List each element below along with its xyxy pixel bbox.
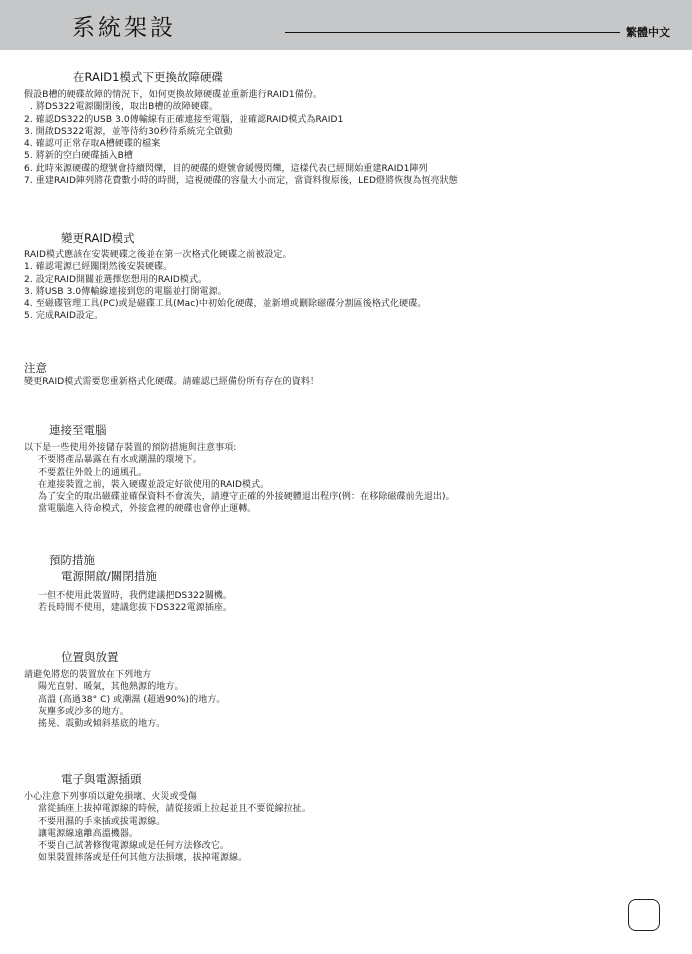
header-rule	[285, 32, 620, 33]
body-line: 當電腦進入待命模式，外接盒裡的硬碟也會停止運轉。	[38, 504, 257, 515]
section-change-raid-mode	[0, 231, 692, 323]
body-line: . 將DS322電源關閉後，取出B槽的故障硬碟。	[30, 102, 219, 113]
section-connect-computer	[0, 423, 692, 516]
body-line: 2. 確認DS322的USB 3.0傳輸線有正確連接至電腦，並確認RAID模式為RAID1	[24, 114, 344, 125]
body-line: 3. 將USB 3.0傳輸線連接到您的電腦並打開電源。	[24, 286, 227, 297]
section-precautions	[0, 553, 692, 615]
body-line: 2. 設定RAID開關並選擇您想用的RAID模式。	[24, 274, 208, 285]
section-body	[0, 89, 692, 187]
section-title: 預防措施	[49, 553, 95, 567]
page-header	[0, 0, 692, 50]
section-title: 注意	[24, 361, 47, 375]
body-line: 讓電源線遠離高溫機器。	[38, 828, 139, 839]
body-intro: 以下是一些使用外接儲存裝置的預防措施與注意事項:	[24, 443, 237, 453]
section-body	[0, 791, 692, 865]
body-line: 一但不使用此裝置時，我們建議把DS322關機。	[38, 591, 233, 601]
language-label: 繁體中文	[626, 26, 670, 39]
body-line: 陽光直射、暖氣，其他熱源的地方。	[38, 682, 184, 693]
body-intro: 請避免將您的裝置放在下列地方	[24, 670, 152, 680]
body-line: 7. 重建RAID陣列將花費數小時的時間，這視硬碟的容量大小而定，當資料復原後，LED燈將恢復為恆亮狀態	[24, 176, 458, 187]
section-placement	[0, 650, 692, 730]
section-body	[0, 669, 692, 730]
section-subtitle: 電源開啟/關閉措施	[61, 569, 157, 583]
page-number-box	[628, 899, 660, 931]
body-line: 不要自己試著修復電源線或是任何方法修改它。	[38, 841, 230, 852]
body-line: 灰塵多或沙多的地方。	[38, 706, 130, 717]
body-line: 如果裝置摔落或是任何其他方法損壞，拔掉電源線。	[38, 853, 248, 864]
body-line: 假設B槽的硬碟故障的情況下，如何更換故障硬碟並重新進行RAID1備份。	[24, 90, 323, 100]
section-title: 變更RAID模式	[61, 231, 135, 245]
section-title: 電子與電源插頭	[61, 772, 142, 786]
body-line: RAID模式應該在安裝硬碟之後並在第一次格式化硬碟之前被設定。	[24, 250, 292, 260]
page-title: 系統架設	[72, 15, 176, 41]
body-line: 高溫 (高過38° C) 或潮濕 (超過90%)的地方。	[38, 694, 226, 705]
body-line: 在連接裝置之前，裝入硬碟並設定好欲使用的RAID模式。	[38, 479, 270, 490]
section-body	[0, 249, 692, 323]
body-line: 為了安全的取出磁碟並確保資料不會流失，請遵守正確的外接硬體退出程序(例：在移除磁碟前先退出)。	[38, 492, 455, 503]
section-title: 在RAID1模式下更換故障硬碟	[73, 70, 223, 84]
section-title: 位置與放置	[61, 650, 119, 664]
body-intro: 小心注意下列事項以避免損壞、火災或受傷	[24, 792, 197, 802]
body-line: 4. 至磁碟管理工具(PC)或是磁碟工具(Mac)中初始化硬碟，並新增或刪除磁碟分割區後格式化硬碟。	[24, 299, 427, 310]
body-line: 變更RAID模式需要您重新格式化硬碟。請確認已經備份所有存在的資料！	[24, 377, 320, 387]
body-line: 5. 將新的空白硬碟插入B槽	[24, 151, 134, 162]
section-power-plug	[0, 772, 692, 865]
section-notice	[0, 361, 692, 388]
body-line: 不要將產品暴露在有水或潮濕的環境下。	[38, 455, 202, 466]
body-line: 4. 確認可正常存取A槽硬碟的檔案	[24, 139, 161, 150]
body-line: 不要用濕的手來插或拔電源線。	[38, 816, 166, 827]
section-body	[0, 442, 692, 516]
section-body	[0, 590, 692, 615]
section-raid1-replace	[0, 70, 692, 187]
body-line: 若長時間不使用，建議您拔下DS322電源插座。	[38, 603, 233, 614]
body-line: 1. 確認電源已經關閉然後安裝硬碟。	[24, 262, 173, 273]
body-line: 當從插座上拔掉電源線的時候，請從接頭上拉起並且不要從線拉扯。	[38, 804, 312, 815]
body-line: 不要蓋住外殼上的通風孔。	[38, 467, 148, 478]
section-title: 連接至電腦	[49, 423, 107, 437]
body-line: 搖晃、震動或傾斜基底的地方。	[38, 719, 166, 730]
body-line: 5. 完成RAID設定。	[24, 311, 104, 322]
body-line: 6. 此時來源硬碟的燈號會持續閃爍，目的硬碟的燈號會緩慢閃爍，這樣代表已經開始重建RAID1陣列	[24, 163, 428, 174]
section-body	[0, 376, 692, 388]
body-line: 3. 開啟DS322電源，並等待約30秒待系統完全啟動	[24, 126, 233, 137]
